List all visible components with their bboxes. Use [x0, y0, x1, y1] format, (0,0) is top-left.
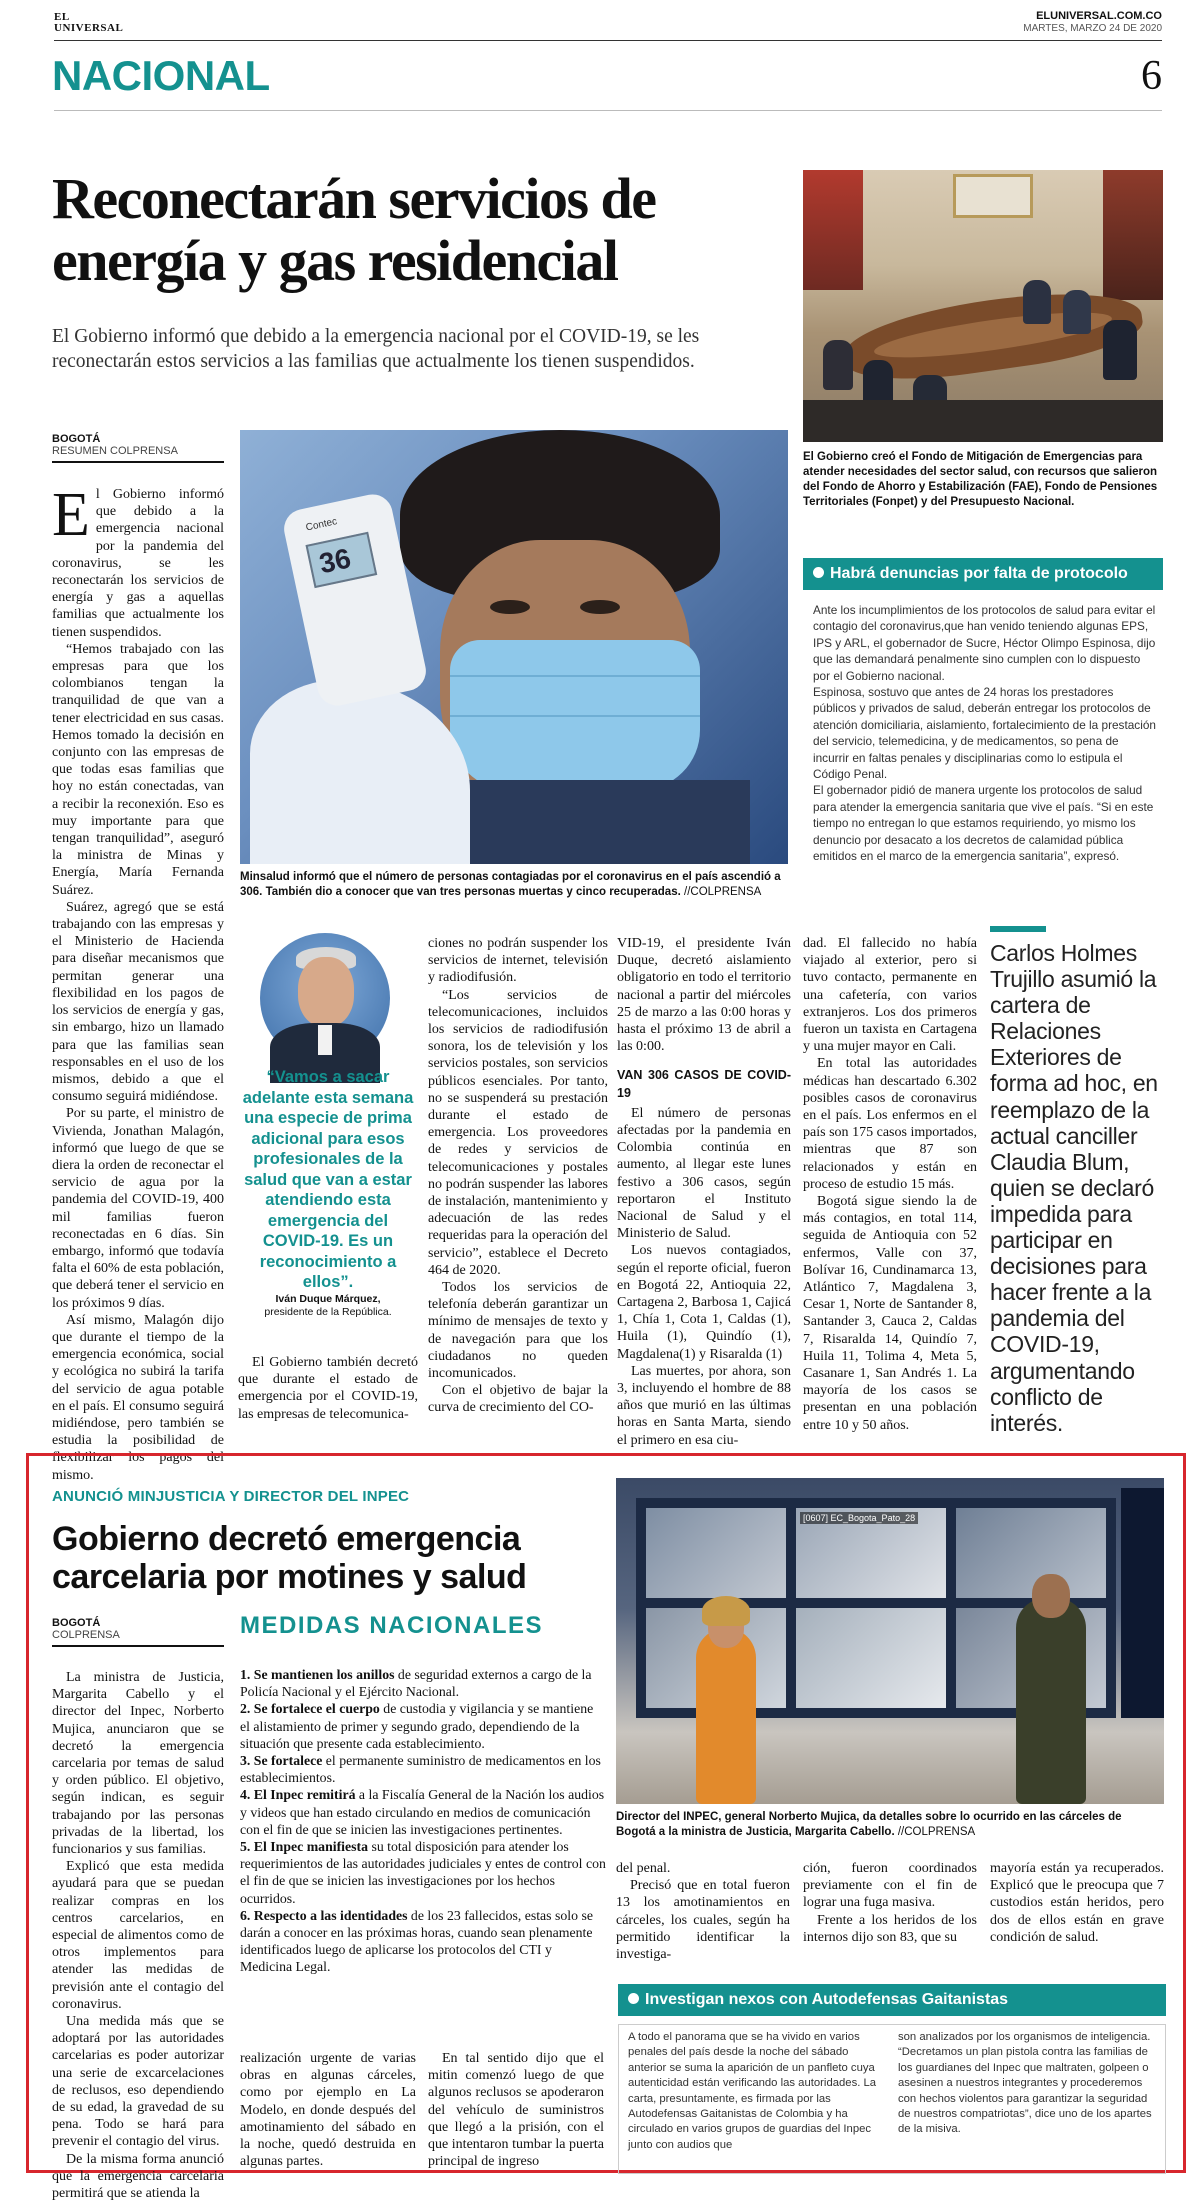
bottom-story-column-4	[616, 1860, 790, 1963]
top-story-column-1	[52, 481, 224, 1484]
gaitanistas-box-col-1: A todo el panorama que se ha vivido en varios penales del país desde la noche del sábado anterior se suma la aparición de un panfleto cuya autenticidad están verificando las autoridades. La carta, presuntamente, es firmada por las Autodefensas Gaitanistas de Colombia y ha circulado en varios grupos de guardias del Inpec junto con audios que	[628, 2031, 877, 2151]
paragraph: El Gobierno también decretó que durante el estado de emergencia por el COVID-19, las empresas de telecomunica-	[238, 1355, 418, 1422]
control-room-photo	[616, 1478, 1164, 1804]
paragraph: Espinosa, sostuvo que antes de 24 horas los prestadores públicos y privados de salud, deberán entregar los protocolos de atención domiciliaria, aislamiento, fortalecimiento de la prestación del servicio, telemedicina, y de medicamentos, so pena de incurrir en faltas penales y disciplinarias como lo estipula el Código Penal.	[813, 685, 1156, 782]
measures-title: MEDIDAS NACIONALES	[240, 1612, 544, 1639]
paragraph: ción, fueron coordinados previamente con el fin de lograr una fuga masiva.	[803, 1861, 977, 1911]
gaitanistas-box-col-2: son analizados por los organismos de inteligencia. “Decretamos un plan pistola contra las familias de los guardianes del Inpec que maltraten, golpeen o asesinen a nuestros integrantes y procederemos con hechos violentos para garantizar la seguridad de nuestros compatriotas”, dice uno de los apartes de la misiva.	[898, 2031, 1152, 2136]
control-room-caption	[616, 1810, 1164, 1840]
paragraph: En total las autoridades médicas han descartado 6.302 posibles casos de coronavirus en el país. Los enfermos en el país son 175 casos importados, mientras que 87 son relacionados y están en proceso de estudio 15 más.	[803, 1056, 977, 1192]
caption-credit: //COLPRENSA	[897, 1826, 976, 1838]
paragraph: Las muertes, por ahora, son 3, incluyendo el hombre de 88 años que murió en las últimas horas en Santa Marta, siendo el primero en esa ciu-	[617, 1363, 791, 1448]
bullet-icon	[813, 567, 824, 578]
sidebar-rule	[990, 926, 1046, 932]
top-headline-line-2: energía y gas residencial	[52, 228, 618, 293]
logo-line-1: EL	[54, 11, 70, 23]
thermometer-photo	[240, 430, 788, 864]
protocol-box-header	[803, 558, 1163, 590]
paragraph: Frente a los heridos de los internos dijo son 83, que su	[803, 1912, 977, 1945]
section-name: NACIONAL	[52, 52, 270, 99]
bottom-headline-line-1: Gobierno decretó emergencia	[52, 1520, 521, 1558]
duque-portrait	[260, 933, 390, 1063]
caption-text: Director del INPEC, general Norberto Mujica, da detalles sobre lo ocurrido en las cárceles de Bogotá a la ministra de Justicia, Margarita Cabello.	[616, 1811, 1122, 1838]
thermometer-photo-caption	[240, 870, 788, 900]
bottom-byline-city: BOGOTÁ	[52, 1617, 101, 1629]
paragraph: ciones no podrán suspender los servicios de internet, televisión y radiodifusión.	[428, 936, 608, 986]
measure-item: 6. Respecto a las identidades de los 23 fallecidos, estas solo se darán a conocer en las próximas horas, cuando sean plenamente identificados luego de aplicarse los protocolos del CTI y Medicina Legal.	[240, 1907, 593, 1975]
paragraph: “Los servicios de telecomunicaciones, incluidos los servicios de radiodifusión sonora, los de televisión y los servicios postales, son servicios públicos esenciales. Por tanto, no se suspenderá su prestación durante el estado de emergencia. Los proveedores de redes y servicios de telecomunicaciones y postales no podrán suspender las labores de instalación, mantenimiento y adecuación de las redes requeridas para la operación del servicio”, establece el Decreto 464 de 2020.	[428, 987, 608, 1278]
bullet-icon	[628, 1993, 639, 2004]
bottom-story-column-5	[803, 1860, 977, 1946]
thermometer-reading: 36	[316, 542, 354, 580]
paragraph: Con el objetivo de bajar la curva de crecimiento del CO-	[428, 1383, 608, 1416]
top-story-column-3	[428, 935, 608, 1417]
masthead-rule	[54, 40, 1162, 41]
bottom-story-column-2-tail	[240, 2050, 416, 2170]
meeting-photo	[803, 170, 1163, 442]
bottom-story-column-1	[52, 1669, 224, 2202]
measure-item: 4. El Inpec remitirá a la Fiscalía General de la Nación los audios y videos que han estado circulando en medios de comunicación con el fin de que se inicien las investigaciones pertinentes.	[240, 1787, 605, 1837]
measure-item: 3. Se fortalece el permanente suministro de medicamentos en los establecimientos.	[240, 1753, 601, 1786]
logo-line-2: UNIVERSAL	[54, 22, 124, 34]
paragraph: Una medida más que se adoptará por las autoridades carcelarias es poder autorizar una serie de excarcelaciones de reclusos, eso dependiendo de su edad, la gravedad de su pena. Todo se hará para prevenir el contagio del virus.	[52, 2014, 224, 2150]
paragraph: l Gobierno informó que debido a la emergencia nacional por la pandemia del coronavirus, se les reconectarán los servicios de energía y gas a aquellas familias que actualmente los tienen suspendidos.	[52, 487, 224, 640]
quote-author-name: Iván Duque Márquez,	[275, 1293, 381, 1305]
bottom-byline-source: COLPRENSA	[52, 1629, 224, 1647]
paragraph: El número de personas afectadas por la pandemia en Colombia continúa en aumento, al llegar este lunes festivo a 306 casos, según reportaron el Instituto Nacional de Salud y el Ministerio de Salud.	[617, 1105, 791, 1242]
measures-list	[240, 1666, 606, 1976]
paragraph: El gobernador pidió de manera urgente los protocolos de salud para atender la emergencia sanitaria que vive el país. “Si en este tiempo no entregan lo que estamos requiriendo, yo mismo los denuncio por desacato a los decretos de calamidad pública emitidos en el marco de la emergencia sanitaria”, expresó.	[813, 783, 1154, 864]
paragraph: De la misma forma anunció que la emergencia carcelaria permitirá que se atienda la	[52, 2151, 224, 2202]
caption-text: Minsalud informó que el número de personas contagiadas por el coronavirus en el país ascendió a 306. También dio a conocer que van tres personas muertas y cinco recuperadas.	[240, 871, 781, 898]
paragraph: mayoría están ya recuperados. Explicó que le preocupa que 7 custodios están heridos, pero dos de ellos están en grave condición de salud.	[990, 1861, 1164, 1945]
paragraph: dad. El fallecido no había viajado al exterior, pero si tuvo contacto, permanente en una cafetería, con varios extranjeros. Los dos primeros fueron un taxista en Cartagena y una mujer mayor en Cali.	[803, 936, 977, 1055]
quote-author	[238, 1293, 418, 1319]
paragraph: Precisó que en total fueron 13 los amotinamientos en cárceles, los cuales, según ha permitido identificar la investiga-	[616, 1878, 790, 1963]
gaitanistas-box-header	[618, 1984, 1166, 2016]
paragraph: realización urgente de varias obras en algunas cárceles, como por ejemplo en La Modelo, en donde después del amotinamiento del sábado en la noche, quedó destruida en algunas partes.	[240, 2051, 416, 2170]
screen-label: [0607] EC_Bogota_Pato_28	[800, 1512, 918, 1524]
paragraph: del penal.	[616, 1861, 671, 1876]
paragraph: En tal sentido dijo que el mitin comenzó luego de que algunos reclusos se apoderaron del vehículo de suministros que llegó a la prisión, con el que intentaron tumbar la puerta principal de ingreso	[428, 2051, 604, 2170]
paragraph: Así mismo, Malagón dijo que durante el tiempo de la emergencia económica, social y ecológica no subirá la tarifa del servicio de agua potable en el país. El consumo seguirá midiéndose, pero también se estudia la posibilidad de flexibilizar los pagos del mismo.	[52, 1312, 224, 1483]
bottom-story-column-3-tail	[428, 2050, 604, 2170]
protocol-box	[803, 558, 1163, 865]
meeting-photo-caption: El Gobierno creó el Fondo de Mitigación de Emergencias para atender necesidades del sector salud, con recursos que salieron del Fondo de Ahorro y Estabilización (FAE), Fondo de Pensiones Territoriales (Fonpet) y del Presupuesto Nacional.	[803, 451, 1158, 508]
top-headline-line-1: Reconectarán servicios de	[52, 166, 656, 231]
top-story-column-5	[803, 935, 977, 1434]
quote-author-role: presidente de la República.	[264, 1306, 392, 1318]
issue-date: MARTES, MARZO 24 DE 2020	[1023, 23, 1162, 34]
paragraph: Por su parte, el ministro de Vivienda, Jonathan Malagón, informó que luego de que se diera la orden de reconectar el servicio de agua por la pandemia del COVID-19, 400 mil familias fueron reconectadas en 6 días. Sin embargo, informó que todavía falta el 60% de esta población, que deberá tener el servicio en los próximos 9 días.	[52, 1106, 224, 1311]
sidebar-note: Carlos Holmes Trujillo asumió la cartera de Relaciones Exteriores de forma ad hoc, en reemplazo de la actual canciller Claudia Blum, quien se declaró impedida para participar en decisiones para hacer frente a la pandemia del COVID-19, argumentando conflicto de interés.	[990, 940, 1158, 1436]
paragraph: Los nuevos contagiados, según el reporte oficial, fueron en Bogotá 22, Antioquia 22, Cartagena 2, Barbosa 1, Cajicá 1, Chía 1, Cota 1, Caldas (1), Huila (1), Quindío (1), Magdalena(1) y Risaralda (1)	[617, 1243, 791, 1362]
measure-item: 1. Se mantienen los anillos de seguridad externos a cargo de la Policía Nacional y el Ejército Nacional.	[240, 1667, 592, 1700]
pull-quote: “Vamos a sacar adelante esta semana una especie de prima adicional para esos profesionales de la salud que van a estar atendiendo esta emergencia del COVID-19. Es un reconocimiento a ellos”.	[242, 1068, 414, 1291]
masthead-logo	[54, 12, 123, 34]
protocol-box-body	[803, 590, 1163, 865]
paragraph: Explicó que esta medida ayudará para que se puedan realizar compras en los centros carcelarios, en especial de alimentos como de otros implementos para atender las medidas de previsión ante el contagio del coronavirus.	[52, 1859, 224, 2012]
bottom-headline	[52, 1520, 612, 1596]
paragraph: VID-19, el presidente Iván Duque, decretó aislamiento obligatorio en todo el territorio nacional a partir del miércoles 25 de marzo a las 0:00 horas y hasta el próximo 13 de abril a las 0:00.	[617, 936, 791, 1055]
paragraph: Ante los incumplimientos de los protocolos de salud para evitar el contagio del coronavirus,que han venido teniendo algunas EPS, IPS y ARL, el gobernador de Sucre, Héctor Olimpo Espinosa, dijo que las demandará penalmente sino cumplen con lo dispuesto por el Gobierno nacional.	[813, 603, 1156, 683]
top-deck: El Gobierno informó que debido a la emergencia nacional por el COVID-19, se les reconectarán estos servicios a las familias que actualmente los tienen suspendidos.	[52, 326, 700, 372]
top-story-column-2-tail	[238, 1354, 418, 1423]
top-byline-source: RESUMEN COLPRENSA	[52, 445, 224, 463]
top-headline	[52, 168, 792, 292]
site-url: ELUNIVERSAL.COM.CO	[1036, 10, 1162, 22]
bottom-headline-line-2: carcelaria por motines y salud	[52, 1558, 527, 1596]
page-number: 6	[1141, 53, 1162, 99]
top-byline-city: BOGOTÁ	[52, 433, 101, 445]
thermometer-brand: Contec	[304, 516, 339, 534]
paragraph: La ministra de Justicia, Margarita Cabello y el director del Inpec, Norberto Mujica, anunciaron que se decretó la emergencia carcelaria por temas de salud y orden público. El objetivo, según indican, es seguir trabajando por las personas privadas de la libertad, los funcionarios y sus familias.	[52, 1670, 224, 1858]
measure-item: 2. Se fortalece el cuerpo de custodia y vigilancia y se mantiene el alistamiento de primer y segundo grado, dependiendo de la situación que presente cada establecimiento.	[240, 1701, 594, 1751]
bottom-byline	[52, 1617, 224, 1647]
bottom-story-column-6	[990, 1860, 1164, 1946]
subhead: VAN 306 CASOS DE COVID-19	[617, 1068, 791, 1100]
top-byline	[52, 433, 224, 463]
section-rule	[54, 110, 1162, 111]
top-story-column-4	[617, 935, 791, 1449]
paragraph: Todos los servicios de telefonía deberán garantizar un mínimo de mensajes de texto y de navegación para que los ciudadanos no queden incomunicados.	[428, 1280, 608, 1382]
gaitanistas-box-title: Investigan nexos con Autodefensas Gaitanistas	[645, 1991, 1009, 2008]
paragraph: Suárez, agregó que se está trabajando con las empresas y el Ministerio de Hacienda para diseñar mecanismos que permitan generar una flexibilidad en los pagos de los servicios de energía y gas, sin embargo, hizo un llamado para que las familias sean responsables en el uso de los mismos, debido a que el consumo seguirá midiéndose.	[52, 899, 224, 1105]
measure-item: 5. El Inpec manifiesta su total disposición para atender los requerimientos de las autoridades judiciales y entes de control con el fin de que se inicien las investigaciones por los hechos ocurridos.	[240, 1839, 606, 1906]
protocol-box-title: Habrá denuncias por falta de protocolo	[830, 565, 1128, 582]
paragraph: “Hemos trabajado con las empresas para que los colombianos tengan la tranquilidad de que van a tener electricidad en sus casas. Hemos tomado la decisión en conjunto con las empresas de que todas esas familias que hoy no están conectadas, van a recibir la reconexión. Eso es muy importante para que tengan tranquilidad”, aseguró la ministra de Minas y Energía, María Fernanda Suárez.	[52, 641, 224, 898]
caption-credit: //COLPRENSA	[684, 886, 762, 898]
paragraph: Bogotá sigue siendo la de más contagios, en total 114, seguida de Antioquia con 52 enfermos, Valle con 37, Bolívar 16, Cundinamarca 13, Atlántico 7, Magdalena 3, Cesar 1, Norte de Santander 8, Santander 3, Cauca 2, Caldas 7, Risaralda 14, Quindío 7, Huila 11, Tolima 4, Meta 5, Casanare 1, San Andrés 1. La mayoría de los casos se presentan en una población entre 10 y 50 años.	[803, 1194, 977, 1433]
dropcap: E	[52, 481, 90, 549]
bottom-kicker: ANUNCIÓ MINJUSTICIA Y DIRECTOR DEL INPEC	[52, 1488, 410, 1505]
